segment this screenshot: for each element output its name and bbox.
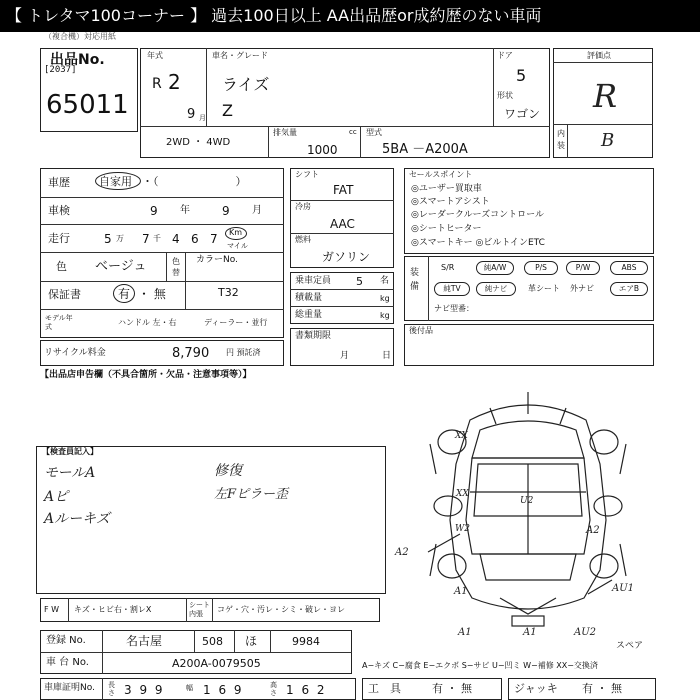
retrofit-box <box>404 324 654 366</box>
color-value: ベージュ <box>95 259 147 274</box>
inspector-note: モールA <box>44 465 96 481</box>
mileage-unit-mile: マイル <box>227 242 248 250</box>
inspector-label: 【検査員記入】 <box>42 447 98 456</box>
damage-mark: XX <box>456 489 469 499</box>
sales-item: ◎シートヒーター <box>411 224 482 234</box>
mileage-u1: 万 <box>116 234 124 243</box>
score-label: 評価点 <box>587 51 611 60</box>
cert-wide: 1 6 9 <box>203 683 244 697</box>
mileage-d3: 4 <box>172 232 180 246</box>
chassis-value: A200A-0079505 <box>172 657 261 670</box>
model-year-label: モデル年式 <box>45 314 73 331</box>
tools-label: 工 具 <box>368 682 401 695</box>
damage-mark: AU2 <box>574 627 597 638</box>
registration-class: 508 <box>202 635 223 648</box>
mileage-d5: 7 <box>210 232 218 246</box>
inspection-label: 車検 <box>48 204 70 217</box>
year-label: 年式 <box>147 51 163 60</box>
retrofit-label: 後付品 <box>409 326 433 335</box>
registration-place: 名古屋 <box>126 634 163 648</box>
mileage-label: 走行 <box>48 232 70 245</box>
gross-unit: kg <box>380 311 390 320</box>
score: R <box>593 77 618 115</box>
shape-label: 形状 <box>497 91 513 100</box>
cert-high: 1 6 2 <box>286 683 327 697</box>
seat-items: コゲ・穴・汚レ・シミ・破レ・ヨレ <box>217 605 345 614</box>
declaration-label: 【出品店申告欄（不具合箇所・欠品・注意事項等）】 <box>40 370 252 380</box>
lot-number: 65011 <box>46 90 129 120</box>
warranty-label: 保証書 <box>48 288 81 301</box>
inspection-month-unit: 月 <box>252 205 262 216</box>
cert-wide-label: 幅 <box>186 684 193 692</box>
recycle-unit: 円 預託済 <box>226 348 261 357</box>
color-no-value: T32 <box>218 286 239 299</box>
grade-label: 車名・グレード <box>212 51 268 60</box>
color-change-label: 色替 <box>172 257 180 277</box>
sales-item: ◎スマートアシスト <box>411 197 490 207</box>
inspection-year: 9 <box>150 204 158 218</box>
disp-unit: cc <box>349 128 357 136</box>
damage-mark: XX <box>455 431 468 441</box>
mileage-d1: 5 <box>104 232 112 246</box>
equip-pw: P/W <box>566 261 600 275</box>
damage-mark: A1 <box>458 627 472 638</box>
mileage-u2: 千 <box>153 234 161 243</box>
inspector-note: Aピ <box>44 489 69 505</box>
docs-label: 書類期限 <box>295 331 332 341</box>
shift-label: シフト <box>295 170 319 179</box>
warranty-no: ・ 無 <box>138 287 166 301</box>
dealer-option: ディーラー・並行 <box>204 318 268 327</box>
handle-option: ハンドル 左・右 <box>118 318 177 327</box>
spec-box <box>40 168 284 338</box>
sales-label: セールスポイント <box>409 170 473 179</box>
spare-label: スペア <box>616 641 644 651</box>
clip-text: （複合機）対応用紙 <box>44 32 116 41</box>
drive-type: 2WD ・ 4WD <box>166 137 231 148</box>
load-unit: kg <box>380 294 390 303</box>
capacity-unit: 名 <box>380 276 390 286</box>
fuel-value: ガソリン <box>322 250 371 264</box>
model-code: 5BA －A200A <box>382 142 468 157</box>
tools-value: 有 ・ 無 <box>432 682 472 695</box>
equip-aw: 純A/W <box>476 261 514 275</box>
year-num: 2 <box>168 70 181 94</box>
cert-high-label: 高さ <box>270 681 277 697</box>
interior-score: B <box>601 130 615 151</box>
load-label: 積載量 <box>295 293 323 303</box>
damage-mark: W2 <box>455 524 470 534</box>
history-rest: ・（ ） <box>142 175 247 188</box>
equip-leather: 革シート <box>528 284 560 293</box>
model-label: 型式 <box>366 128 382 137</box>
gross-label: 総重量 <box>295 310 323 320</box>
damage-mark: A1 <box>523 627 537 638</box>
damage-mark: A2 <box>395 547 409 558</box>
equip-airbag: エアB <box>610 282 648 296</box>
month: 9 <box>187 107 196 122</box>
shift-value: FAT <box>333 183 354 197</box>
damage-mark: A2 <box>586 525 600 536</box>
jack-value: 有 ・ 無 <box>582 682 622 695</box>
inspector-note: 左Fピラー歪 <box>214 487 289 502</box>
equip-ps: P/S <box>524 261 558 275</box>
aircon-value: AAC <box>330 217 355 231</box>
recycle-label: リサイクル料金 <box>44 348 106 358</box>
capacity-label: 乗車定員 <box>295 276 332 286</box>
inspection-year-unit: 年 <box>180 205 190 216</box>
registration-kana: ほ <box>245 634 258 648</box>
disp-label: 排気量 <box>273 128 297 137</box>
fw-label: F W <box>44 605 60 614</box>
cert-long-label: 長さ <box>108 681 115 697</box>
lot-label: 出品No. <box>50 52 105 68</box>
equip-ext-navi: 外ナビ <box>570 284 594 293</box>
doors: 5 <box>516 66 527 85</box>
sales-item: ◎レーダークルーズコントロール <box>411 210 544 220</box>
car-damage-diagram <box>400 384 656 640</box>
page-header: 【 トレタマ100コーナー 】 過去100日以上 AA出品歴or成約歴のない車両 <box>0 0 700 32</box>
equip-sr: S/R <box>441 263 455 272</box>
car-name: ライズ <box>222 75 270 94</box>
inspector-note: 修復 <box>214 463 242 479</box>
grade: Z <box>222 101 233 120</box>
lot-tag: [2037] <box>44 65 77 75</box>
legend-text: A−キズ C−腐食 E−エクボ S−サビ U−凹ミ W−補修 XX−交換済 <box>362 661 598 670</box>
displacement: 1000 <box>307 143 338 157</box>
equipment-label: 装備 <box>410 268 420 292</box>
capacity-value: 5 <box>356 275 363 288</box>
cert-label: 車庫証明No. <box>44 683 95 693</box>
warranty-yes: 有 <box>118 287 131 301</box>
sales-item: ◎ユーザー買取車 <box>411 184 482 194</box>
color-label: 色 <box>56 260 67 273</box>
mileage-unit-km: Km <box>229 228 243 237</box>
cert-long: 3 9 9 <box>124 683 165 697</box>
sales-item: ◎スマートキー ◎ビルトインETC <box>411 238 545 248</box>
equip-abs: ABS <box>610 261 648 275</box>
seat-label: シート内張 <box>189 601 210 618</box>
mileage-d2: 7 <box>142 232 150 246</box>
year-era: R <box>152 76 162 92</box>
aircon-label: 冷房 <box>295 202 311 211</box>
history-label: 車歴 <box>48 176 70 189</box>
chassis-label: 車 台 No. <box>46 657 89 668</box>
fuel-label: 燃料 <box>295 235 311 244</box>
damage-mark: U2 <box>520 496 534 506</box>
recycle-value: 8,790 <box>172 346 210 361</box>
damage-mark: AU1 <box>612 583 635 594</box>
docs-month: 月 <box>340 351 350 361</box>
fw-items: キズ・ヒビ右・割レX <box>74 605 152 614</box>
docs-day: 日 <box>382 351 392 361</box>
inspection-month: 9 <box>222 204 230 218</box>
shape: ワゴン <box>504 107 541 121</box>
equip-navi: 純ナビ <box>476 282 516 296</box>
damage-mark: A1 <box>454 586 468 597</box>
month-unit: 月 <box>199 114 206 122</box>
history-value: 自家用 <box>99 175 132 188</box>
mileage-d4: 6 <box>191 232 199 246</box>
equip-tv: 純TV <box>434 282 470 296</box>
door-label: ドア <box>497 51 513 60</box>
jack-label: ジャッキ <box>514 682 558 695</box>
interior-label: 内装 <box>557 129 565 150</box>
inspector-note: Aルーキズ <box>44 511 110 527</box>
registration-number: 9984 <box>292 635 320 648</box>
registration-label: 登録 No. <box>46 635 86 646</box>
navi-label: ナビ型番： <box>434 304 474 313</box>
color-no-label: カラーNo. <box>196 255 238 265</box>
